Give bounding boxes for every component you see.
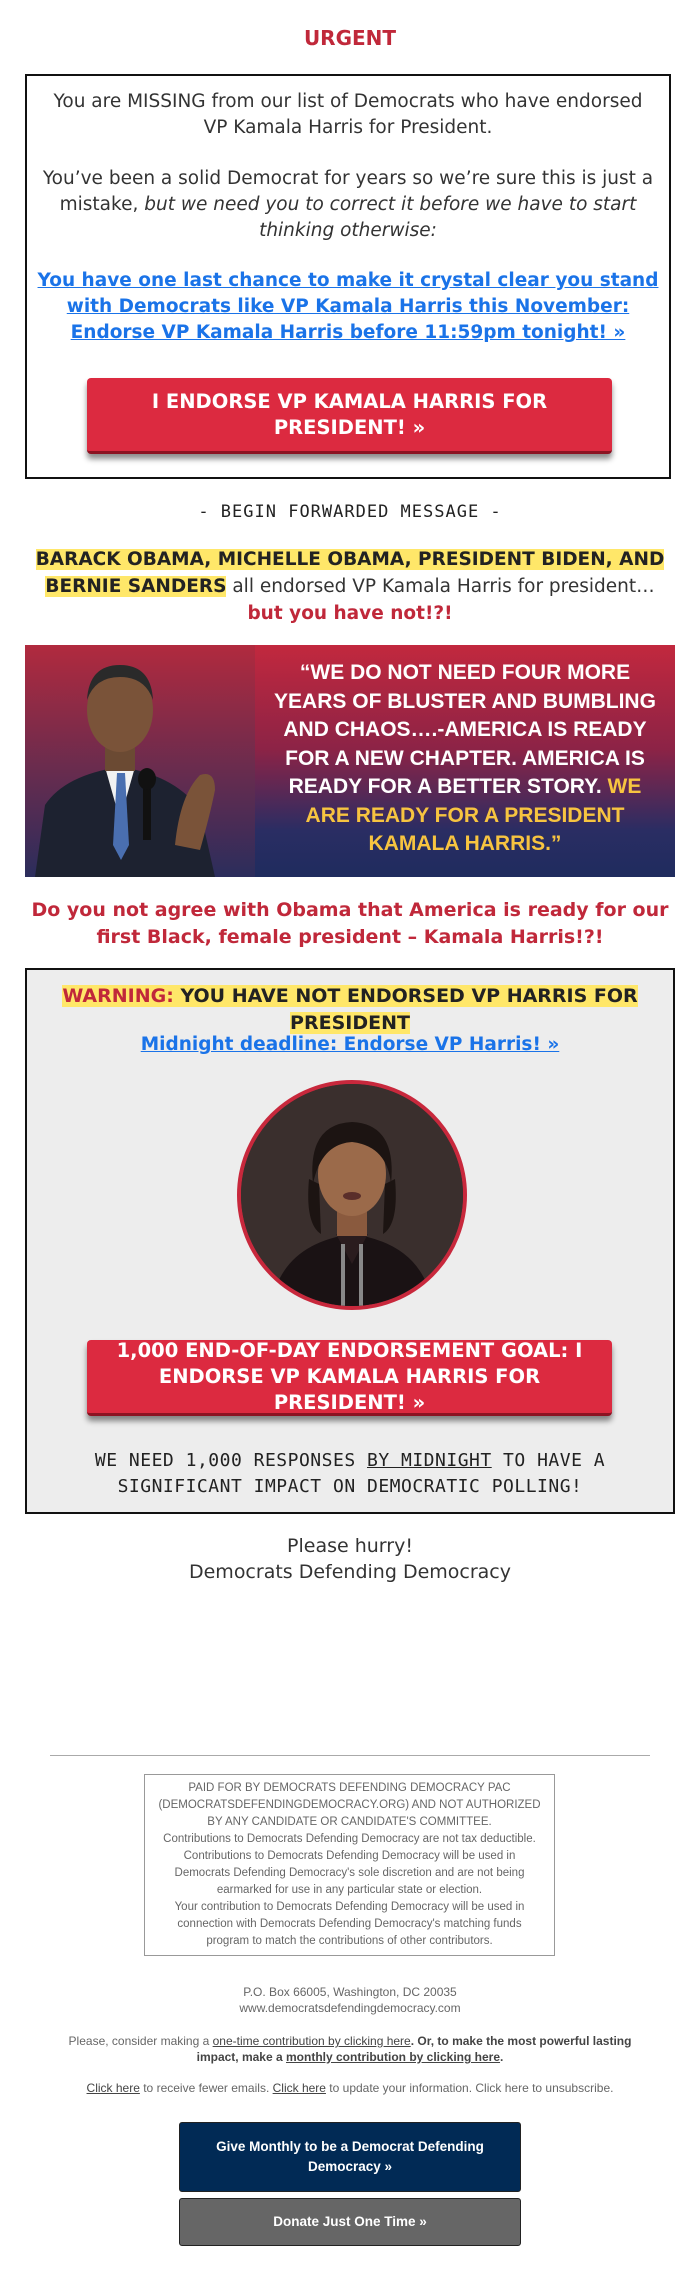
missing-text: You are MISSING from our list of Democrats who have endorsed VP Kamala Harris for President. [53, 91, 643, 138]
org-name: Democrats Defending Democracy [188, 1561, 511, 1583]
obama-quote-banner [25, 645, 675, 877]
consider-end: . [500, 2050, 504, 2064]
endorse-button[interactable]: I ENDORSE VP KAMALA HARRIS FOR PRESIDENT! » [87, 378, 612, 454]
obama-photo [25, 645, 255, 877]
endorsers-middle: all endorsed VP Kamala Harris for president… [226, 576, 655, 597]
forwarded-message-label: - BEGIN FORWARDED MESSAGE - [198, 502, 502, 522]
donate-one-time-button[interactable]: Donate Just One Time » [179, 2198, 521, 2246]
endorsers-highlight: BARACK OBAMA, MICHELLE OBAMA, PRESIDENT BIDEN, AND BERNIE SANDERS [35, 549, 665, 597]
disclaimer-paid-for: PAID FOR BY DEMOCRATS DEFENDING DEMOCRACY PAC (DEMOCRATSDEFENDINGDEMOCRACY.ORG) AND NOT AUTHORIZED BY ANY CANDIDATE OR CANDIDATE'S COMMITTEE. [158, 1782, 541, 1828]
endorsers-red: but you have not!?! [247, 603, 453, 624]
obama-quote-white: “WE DO NOT NEED FOUR MORE YEARS OF BLUSTER AND BUMBLING AND CHAOS….-AMERICA IS READY FOR A NEW CHAPTER. AMERICA IS READY FOR A BETTER STORY. [274, 661, 656, 798]
signoff [0, 1533, 700, 1585]
footer-divider [50, 1755, 650, 1756]
urgent-heading: URGENT [303, 26, 397, 50]
give-monthly-button[interactable]: Give Monthly to be a Democrat Defending Democracy » [179, 2122, 521, 2192]
disclaimer-not-deductible: Contributions to Democrats Defending Democracy are not tax deductible. [163, 1833, 536, 1845]
disclaimer-box [144, 1774, 555, 1956]
responses-needed-text [37, 1448, 663, 1500]
please-hurry: Please hurry! [287, 1535, 413, 1557]
disclaimer-matching: Your contribution to Democrats Defending Democracy will be used in connection with Democrats Defending Democracy's matching funds program to match the contributions of other contributors. [174, 1901, 525, 1947]
contribution-prompt [60, 2033, 640, 2065]
warning-heading [47, 983, 653, 1037]
responses-prefix: WE NEED 1,000 RESPONSES [94, 1450, 367, 1471]
obama-quote-gold: WE ARE READY FOR A PRESIDENT KAMALA HARRIS.” [305, 775, 642, 855]
solid-democrat-text [37, 166, 659, 244]
update-info-text: to update your information. Click here to unsubscribe. [325, 2081, 614, 2095]
responses-suffix: TO HAVE A SIGNIFICANT IMPACT ON DEMOCRATIC POLLING! [117, 1450, 606, 1497]
last-chance-link[interactable]: You have one last chance to make it crystal clear you stand with Democrats like VP Kamala Harris this November: Endorse VP Kamala Harris before 11:59pm tonight! » [37, 270, 659, 343]
website: www.democratsdefendingdemocracy.com [239, 2001, 461, 2015]
obama-agree-question: Do you not agree with Obama that America is ready for our first Black, female president – Kamala Harris!?! [31, 899, 669, 948]
endorsement-goal-button[interactable]: 1,000 END-OF-DAY ENDORSEMENT GOAL: I ENDORSE VP KAMALA HARRIS FOR PRESIDENT! » [87, 1340, 612, 1416]
consider-prefix: Please, consider making a [68, 2034, 213, 2048]
solid-democrat-prefix: You’ve been a solid Democrat for years so we’re sure this is just a mistake, [42, 168, 654, 215]
solid-democrat-italic: but we need you to correct it before we have to start thinking otherwise: [144, 194, 637, 241]
po-box: P.O. Box 66005, Washington, DC 20035 [243, 1985, 457, 1999]
obama-quote [265, 659, 665, 859]
fewer-emails-link[interactable]: Click here [86, 2081, 140, 2095]
monthly-contribution-link[interactable]: monthly contribution by clicking here [286, 2050, 501, 2064]
mailing-address [0, 1984, 700, 2016]
email-preferences [0, 2080, 700, 2096]
consider-mid: . Or, to make the most powerful lasting impact, make a [196, 2034, 632, 2064]
responses-deadline: BY MIDNIGHT [367, 1450, 492, 1471]
warning-text: YOU HAVE NOT ENDORSED VP HARRIS FOR PRESIDENT [173, 985, 638, 1034]
harris-photo [237, 1080, 467, 1310]
missing-notice-box [25, 74, 671, 479]
update-info-link[interactable]: Click here [272, 2081, 326, 2095]
midnight-deadline-link[interactable]: Midnight deadline: Endorse VP Harris! » [140, 1034, 560, 1055]
endorsers-paragraph [30, 546, 670, 627]
fewer-emails-text: to receive fewer emails. [139, 2081, 273, 2095]
warning-label: WARNING: [62, 985, 174, 1007]
disclaimer-discretion: Contributions to Democrats Defending Democracy will be used in Democrats Defending Democracy's sole discretion and are not being earmarked for use in any particular state or election. [174, 1850, 525, 1896]
one-time-contribution-link[interactable]: one-time contribution by clicking here [212, 2034, 411, 2048]
warning-box [25, 968, 675, 1514]
harris-portrait [241, 1084, 463, 1306]
